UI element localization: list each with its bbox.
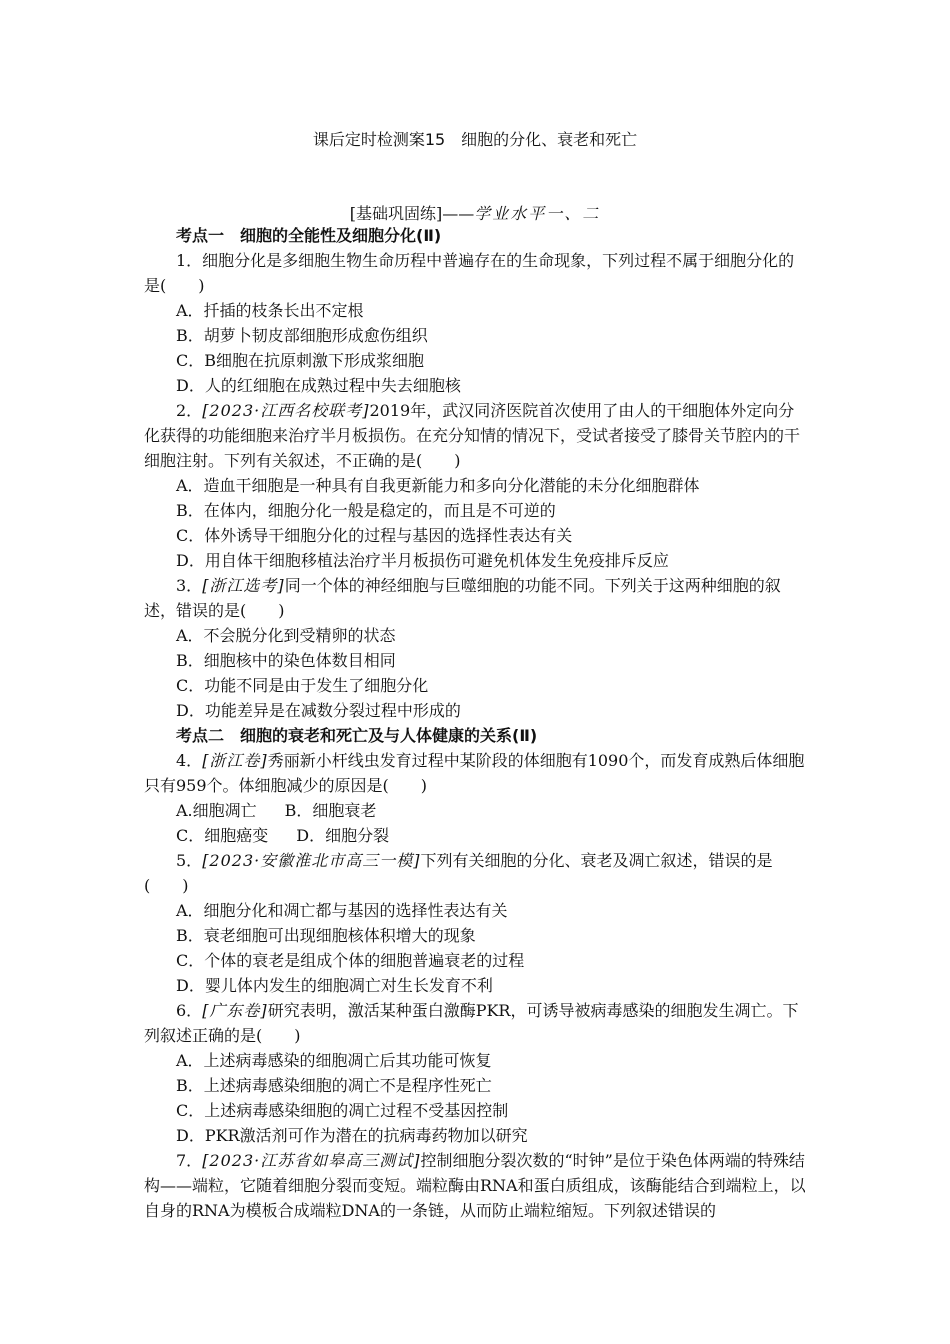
question-6-option-b: B．上述病毒感染细胞的凋亡不是程序性死亡 (176, 1076, 492, 1095)
question-4-options-ab (144, 798, 808, 823)
question-5-stem (144, 848, 808, 898)
question-source: [浙江选考] (202, 576, 285, 595)
question-source: [广东卷] (202, 1001, 268, 1020)
question-text: 秀丽新小杆线虫发育过程中某阶段的体细胞有1090个，而发育成熟后体细胞只有959个。体细胞减少的原因是( ) (144, 751, 805, 795)
question-5-option-a: A．细胞分化和凋亡都与基因的选择性表达有关 (176, 901, 508, 920)
question-6-option-d: D．PKR激活剂可作为潜在的抗病毒药物加以研究 (176, 1126, 528, 1145)
question-text: 研究表明，激活某种蛋白激酶PKR，可诱导被病毒感染的细胞发生凋亡。下列叙述正确的是( ) (144, 1001, 799, 1045)
question-number: 2． (176, 401, 203, 420)
section-subtitle (0, 201, 950, 224)
question-source: [2023·江苏省如皋高三测试] (202, 1151, 421, 1170)
question-4-option-a: A.细胞凋亡 (176, 801, 257, 820)
question-number: 6． (176, 1001, 203, 1020)
question-number: 5． (176, 851, 203, 870)
question-text: 下列有关细胞的分化、衰老及凋亡叙述，错误的是( ) (144, 851, 773, 895)
question-1-option-b: B．胡萝卜韧皮部细胞形成愈伤组织 (176, 326, 428, 345)
section-heading-2: 考点二 细胞的衰老和死亡及与人体健康的关系(Ⅱ) (176, 726, 538, 745)
question-list (144, 223, 808, 1223)
question-number: 7． (176, 1151, 203, 1170)
question-1-stem: 1．细胞分化是多细胞生物生命历程中普遍存在的生命现象，下列过程不属于细胞分化的是( ) (144, 251, 795, 295)
question-1-option-d: D．人的红细胞在成熟过程中失去细胞核 (176, 376, 461, 395)
section-heading-1: 考点一 细胞的全能性及细胞分化(Ⅱ) (176, 226, 442, 245)
question-5-option-b: B．衰老细胞可出现细胞核体积增大的现象 (176, 926, 476, 945)
question-3-stem (144, 573, 808, 623)
question-source: [2023·安徽淮北市高三一模] (202, 851, 421, 870)
question-number: 3． (176, 576, 203, 595)
question-6-option-a: A．上述病毒感染的细胞凋亡后其功能可恢复 (176, 1051, 492, 1070)
question-text: 控制细胞分裂次数的“时钟”是位于染色体两端的特殊结构——端粒，它随着细胞分裂而变短。端粒酶由RNA和蛋白质组成，该酶能结合到端粒上，以自身的RNA为模板合成端粒DNA的一条链，从而防止端粒缩短。下列叙述错误的 (144, 1151, 806, 1220)
question-4-options-cd (144, 823, 808, 848)
question-6-option-c: C．上述病毒感染细胞的凋亡过程不受基因控制 (176, 1101, 509, 1120)
question-3-option-b: B．细胞核中的染色体数目相同 (176, 651, 396, 670)
question-number: 4． (176, 751, 203, 770)
question-5-option-c: C．个体的衰老是组成个体的细胞普遍衰老的过程 (176, 951, 525, 970)
question-7-stem (144, 1148, 808, 1223)
question-4-option-d: D．细胞分裂 (296, 826, 390, 845)
question-source: [2023·江西名校联考] (202, 401, 370, 420)
question-1-option-a: A．扦插的枝条长出不定根 (176, 301, 364, 320)
question-3-option-d: D．功能差异是在减数分裂过程中形成的 (176, 701, 461, 720)
question-2-option-c: C．体外诱导干细胞分化的过程与基因的选择性表达有关 (176, 526, 573, 545)
subtitle-level: 学业水平一、二 (474, 204, 601, 223)
question-6-stem (144, 998, 808, 1048)
question-2-option-b: B．在体内，细胞分化一般是稳定的，而且是不可逆的 (176, 501, 556, 520)
question-3-option-c: C．功能不同是由于发生了细胞分化 (176, 676, 429, 695)
question-1-option-c: C．B细胞在抗原刺激下形成浆细胞 (176, 351, 425, 370)
question-2-stem (144, 398, 808, 473)
question-2-option-a: A．造血干细胞是一种具有自我更新能力和多向分化潜能的未分化细胞群体 (176, 476, 700, 495)
question-source: [浙江卷] (202, 751, 268, 770)
question-text: 2019年，武汉同济医院首次使用了由人的干细胞体外定向分化获得的功能细胞来治疗半月板损伤。在充分知情的情况下，受试者接受了膝骨关节腔内的干细胞注射。下列有关叙述，不正确的是( ) (144, 401, 801, 470)
question-4-stem (144, 748, 808, 798)
subtitle-dash: —— (442, 204, 475, 223)
question-3-option-a: A．不会脱分化到受精卵的状态 (176, 626, 396, 645)
question-4-option-c: C．细胞癌变 (176, 826, 269, 845)
question-4-option-b: B．细胞衰老 (284, 801, 377, 820)
page-title: 课后定时检测案15 细胞的分化、衰老和死亡 (312, 130, 638, 149)
question-2-option-d: D．用自体干细胞移植法治疗半月板损伤可避免机体发生免疫排斥反应 (176, 551, 669, 570)
question-text: 同一个体的神经细胞与巨噬细胞的功能不同。下列关于这两种细胞的叙述，错误的是( ) (144, 576, 781, 620)
question-5-option-d: D．婴儿体内发生的细胞凋亡对生长发育不利 (176, 976, 493, 995)
subtitle-bracket: [基础巩固练] (349, 204, 443, 223)
